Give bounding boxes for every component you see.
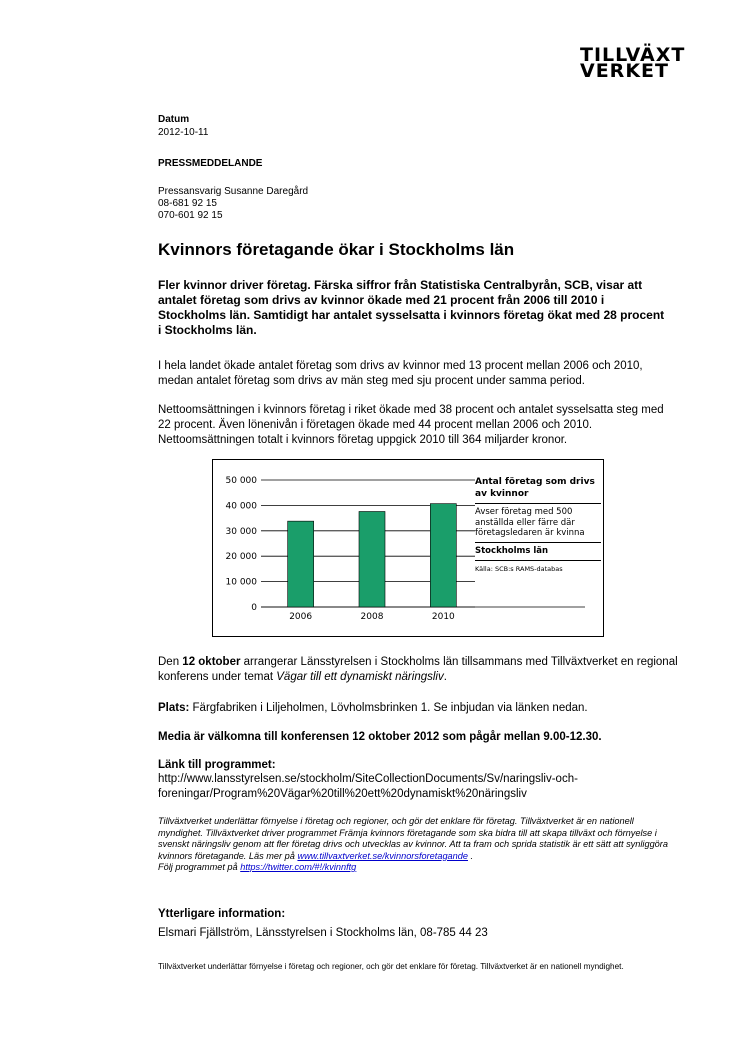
- chart-frame: [212, 459, 604, 637]
- more-info-contact: Elsmari Fjällström, Länsstyrelsen i Stockholms län, 08-785 44 23: [158, 927, 488, 939]
- program-url-line-1[interactable]: http://www.lansstyrelsen.se/stockholm/SiteCollectionDocuments/Sv/naringsliv-och-: [158, 773, 578, 785]
- x-tick-label: 2010: [431, 612, 455, 622]
- footer-text: Tillväxtverket underlättar förnyelse i företag och regioner, och gör det enklare för företag. Tillväxtverket är en nationell myndighet.: [158, 962, 624, 971]
- venue-label: Plats:: [158, 702, 190, 714]
- y-tick-label: 30 000: [225, 526, 257, 537]
- conference-theme: Vägar till ett dynamiskt näringsliv: [276, 671, 444, 683]
- x-tick-label: 2006: [289, 612, 313, 622]
- press-contact-name: Pressansvarig Susanne Daregård: [158, 186, 309, 197]
- program-url[interactable]: [158, 772, 678, 802]
- kvinnorsforetagande-link[interactable]: www.tillvaxtverket.se/kvinnorsforetagande: [297, 850, 468, 861]
- follow-text: Följ programmet på: [158, 862, 241, 872]
- paragraph-conference: [158, 655, 678, 685]
- press-release-label: PRESSMEDDELANDE: [158, 158, 263, 169]
- about-text: Tillväxtverket underlättar förnyelse i företag och regioner, och gör det enklare för företag. Tillväxtverket är en nationell myndighet. Tillväxtverket driver programmet Främja kvinnors företagande som ska bidra till att skapa tillväxt och förnyelse i svenskt näringsliv genom att fler företag drivs och utvecklas av kvinnor. Att ta fram och sprida statistik är ett sätt att synliggöra kvinnors företagande. Läs mer på: [158, 816, 668, 861]
- date-value: 2012-10-11: [158, 127, 209, 138]
- chart-legend: [475, 477, 601, 574]
- venue-text: Färgfabriken i Liljeholmen, Lövholmsbrinken 1. Se inbjudan via länken nedan.: [189, 702, 588, 714]
- conference-suffix: .: [443, 671, 447, 683]
- twitter-link[interactable]: https://twitter.com/#!/kvinnftg: [240, 862, 357, 872]
- about-after-link: .: [468, 850, 474, 861]
- paragraph-media: Media är välkomna till konferensen 12 oktober 2012 som pågår mellan 9.00-12.30.: [158, 731, 602, 743]
- lead-paragraph: Fler kvinnor driver företag. Färska siffror från Statistiska Centralbyrån, SCB, visar att antalet företag som drivs av kvinnor ökade med 21 procent från 2006 till 2010 i Stockholms län. Samtidigt har antalet sysselsatta i kvinnors företag ökat med 28 procent i Stockholms län.: [158, 278, 665, 337]
- chart-source: Källa: SCB:s RAMS-databas: [475, 564, 563, 573]
- logo-line-2: VERKET: [580, 60, 669, 82]
- bar-2010: [430, 504, 456, 607]
- about-paragraph: [158, 816, 678, 874]
- page-title: Kvinnors företagande ökar i Stockholms län: [158, 240, 515, 259]
- y-tick-label: 0: [251, 603, 257, 613]
- conference-middle: arrangerar Länsstyrelsen i Stockholms län tillsammans med Tillväxtverket en regional konferens under temat: [158, 656, 678, 683]
- program-link-label: Länk till programmet:: [158, 759, 276, 771]
- y-tick-label: 40 000: [225, 501, 257, 512]
- press-contact-phone-1: 08-681 92 15: [158, 198, 217, 209]
- chart-legend-note: Avser företag med 500 anställda eller färre där företagsledaren är kvinna: [475, 504, 601, 543]
- bar-2006: [288, 521, 314, 607]
- x-tick-label: 2008: [360, 612, 384, 622]
- conference-prefix: Den: [158, 656, 183, 668]
- y-tick-label: 50 000: [225, 476, 257, 486]
- chart-legend-title: Antal företag som drivs av kvinnor: [475, 477, 601, 504]
- paragraph-revenue: Nettoomsättningen i kvinnors företag i riket ökade med 38 procent och antalet sysselsatta steg med 22 procent. Även lönenivån i företagen ökade med 44 procent mellan 2006 och 2010. Nettoomsättningen totalt i kvinnors företag uppgick 2010 till 364 miljarder kronor.: [158, 404, 664, 446]
- program-url-line-2[interactable]: foreningar/Program%20Vägar%20till%20ett%20dynamiskt%20näringsliv: [158, 788, 527, 800]
- press-contact-phone-2: 070-601 92 15: [158, 210, 223, 221]
- paragraph-venue: [158, 701, 678, 716]
- conference-date: 12 oktober: [182, 656, 241, 668]
- more-info-label: Ytterligare information:: [158, 908, 286, 920]
- bar-2008: [359, 511, 385, 607]
- y-tick-label: 10 000: [225, 577, 257, 588]
- chart-region: Stockholms län: [475, 543, 601, 561]
- paragraph-national: I hela landet ökade antalet företag som drivs av kvinnor med 13 procent mellan 2006 och 2010, medan antalet företag som drivs av män steg med sju procent under samma period.: [158, 360, 643, 387]
- date-label: Datum: [158, 114, 190, 125]
- y-tick-label: 20 000: [225, 552, 257, 563]
- tillvaxtverket-logo: [580, 46, 685, 81]
- logo-line-1: TILLVÄXT: [580, 44, 686, 66]
